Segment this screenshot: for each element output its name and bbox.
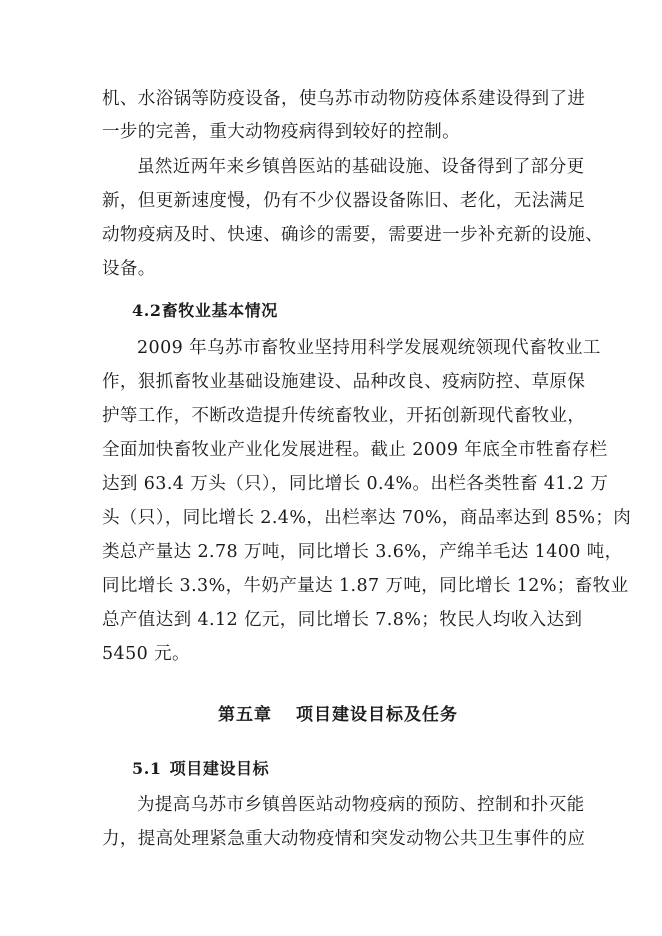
section-5-1-number: 5.1 bbox=[132, 759, 162, 778]
paragraph-3-line-10: 5450 元。 bbox=[102, 644, 190, 664]
section-4-2-number: 4.2 bbox=[132, 301, 162, 320]
paragraph-1-line-1: 机、水浴锅等防疫设备，使乌苏市动物防疫体系建设得到了进 bbox=[102, 89, 586, 109]
paragraph-2-line-1: 虽然近两年来乡镇兽医站的基础设施、设备得到了部分更 bbox=[137, 157, 585, 177]
chapter-5-heading bbox=[218, 703, 458, 727]
paragraph-3-line-1: 2009 年乌苏市畜牧业坚持用科学发展观统领现代畜牧业工 bbox=[137, 338, 601, 358]
paragraph-2-line-4: 设备。 bbox=[102, 259, 156, 279]
section-5-1-title: 项目建设目标 bbox=[169, 759, 270, 778]
paragraph-4-line-1: 为提高乌苏市乡镇兽医站动物疫病的预防、控制和扑灭能 bbox=[137, 795, 585, 815]
paragraph-3-line-3: 护等工作，不断改造提升传统畜牧业，开拓创新现代畜牧业， bbox=[102, 406, 586, 426]
paragraph-3-line-5: 达到 63.4 万头（只），同比增长 0.4%。出栏各类牲畜 41.2 万 bbox=[102, 474, 609, 494]
paragraph-2-line-2: 新，但更新速度慢，仍有不少仪器设备陈旧、老化，无法满足 bbox=[102, 191, 586, 211]
chapter-5-title: 项目建设目标及任务 bbox=[296, 705, 458, 725]
paragraph-1-line-2: 一步的完善，重大动物疫病得到较好的控制。 bbox=[102, 122, 460, 142]
paragraph-3-line-2: 作，狠抓畜牧业基础设施建设、品种改良、疫病防控、草原保 bbox=[102, 372, 586, 392]
paragraph-3-line-4: 全面加快畜牧业产业化发展进程。截止 2009 年底全市牲畜存栏 bbox=[102, 440, 608, 460]
section-4-2-title: 畜牧业基本情况 bbox=[161, 301, 278, 320]
chapter-5-label: 第五章 bbox=[218, 705, 272, 725]
paragraph-3-line-7: 类总产量达 2.78 万吨，同比增长 3.6%，产绵羊毛达 1400 吨， bbox=[102, 542, 623, 562]
paragraph-2-line-3: 动物疫病及时、快速、确诊的需要，需要进一步补充新的设施、 bbox=[102, 225, 604, 245]
paragraph-3-line-8: 同比增长 3.3%，牛奶产量达 1.87 万吨，同比增长 12%；畜牧业 bbox=[102, 576, 629, 596]
paragraph-4-line-2: 力，提高处理紧急重大动物疫情和突发动物公共卫生事件的应 bbox=[102, 829, 586, 849]
section-4-2-heading bbox=[132, 299, 278, 323]
paragraph-3-line-6: 头（只），同比增长 2.4%，出栏率达 70%，商品率达到 85%；肉 bbox=[102, 508, 632, 528]
paragraph-3-line-9: 总产值达到 4.12 亿元，同比增长 7.8%；牧民人均收入达到 bbox=[102, 610, 583, 630]
section-5-1-heading bbox=[132, 757, 269, 781]
